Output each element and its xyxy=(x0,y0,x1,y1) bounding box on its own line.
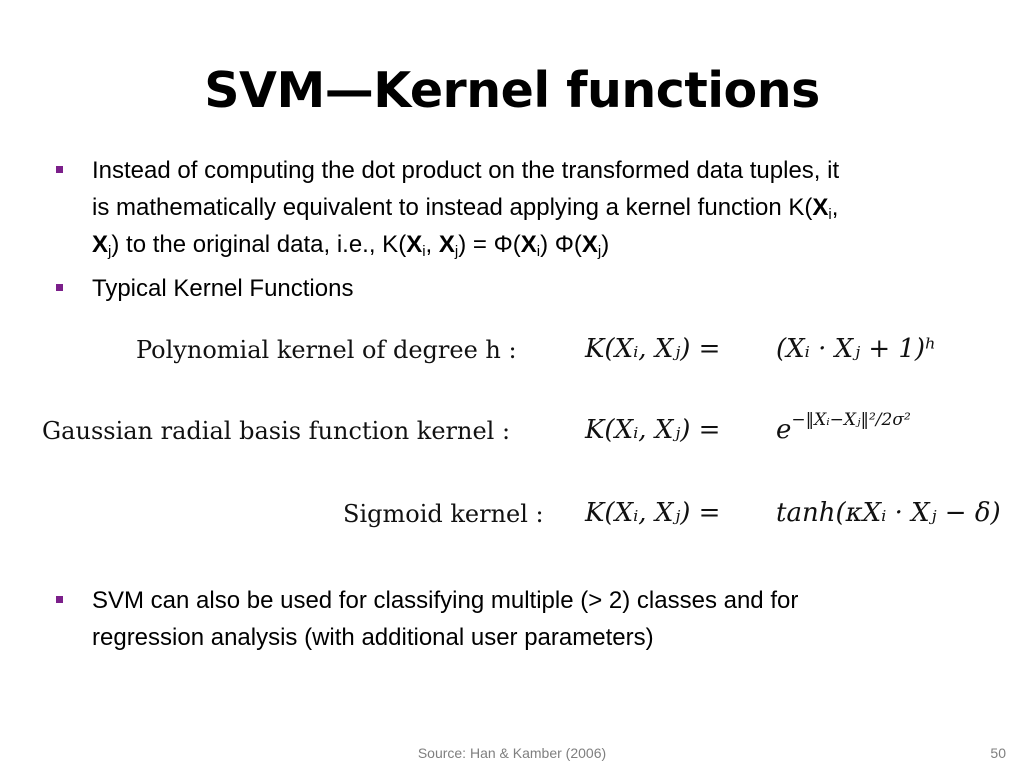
formula-rhs: (Xᵢ · Xⱼ + 1)ʰ xyxy=(776,334,937,364)
formula-polynomial xyxy=(136,336,517,364)
formula-label: Gaussian radial basis function kernel : xyxy=(42,417,511,445)
bullet-line: $X_j$) to the original data, i.e., $K(X_i$, $X_j) = \Phi(X_i)$ $\Phi(X_j)$ xyxy=(92,231,610,260)
bullet-text: Typical Kernel Functions xyxy=(92,275,354,302)
formula-lhs: K(Xᵢ, Xⱼ) = xyxy=(585,334,721,364)
source-citation: Source: Han & Kamber (2006) xyxy=(417,745,607,761)
formula-polynomial-rhs xyxy=(776,334,936,364)
page-number: 50 xyxy=(990,745,1006,761)
bullet-line: regression analysis (with additional user parameters) xyxy=(92,624,654,651)
slide-title: SVM—Kernel functions xyxy=(204,62,820,119)
bullet-line: is mathematically equivalent to instead applying a kernel function $K(X_i$, xyxy=(92,194,839,223)
formula-sigmoid xyxy=(343,500,544,528)
bullet-square-icon xyxy=(56,284,63,291)
formula-lhs: K(Xᵢ, Xⱼ) = xyxy=(585,498,721,528)
formula-gaussian-rhs xyxy=(776,410,911,445)
formula-polynomial-lhs xyxy=(585,334,720,364)
bullet-line: Instead of computing the dot product on the transformed data tuples, it xyxy=(92,157,840,184)
bullet-line: SVM can also be used for classifying multiple (> 2) classes and for xyxy=(92,587,799,614)
formula-label: Polynomial kernel of degree h : xyxy=(136,336,517,364)
formula-lhs: K(Xᵢ, Xⱼ) = xyxy=(585,415,721,445)
formula-sigmoid-rhs xyxy=(776,498,1001,528)
formula-label: Sigmoid kernel : xyxy=(343,500,544,528)
formula-gaussian-lhs xyxy=(585,415,720,445)
formula-rhs-exponent: −‖Xᵢ−Xⱼ‖²/2σ² xyxy=(791,410,911,430)
bullet-square-icon xyxy=(56,166,63,173)
formula-gaussian xyxy=(42,417,510,445)
formula-rhs: tanh(κXᵢ · Xⱼ − δ) xyxy=(776,498,1001,528)
formula-rhs-base: e xyxy=(776,415,792,445)
formula-sigmoid-lhs xyxy=(585,498,720,528)
bullet-square-icon xyxy=(56,596,63,603)
